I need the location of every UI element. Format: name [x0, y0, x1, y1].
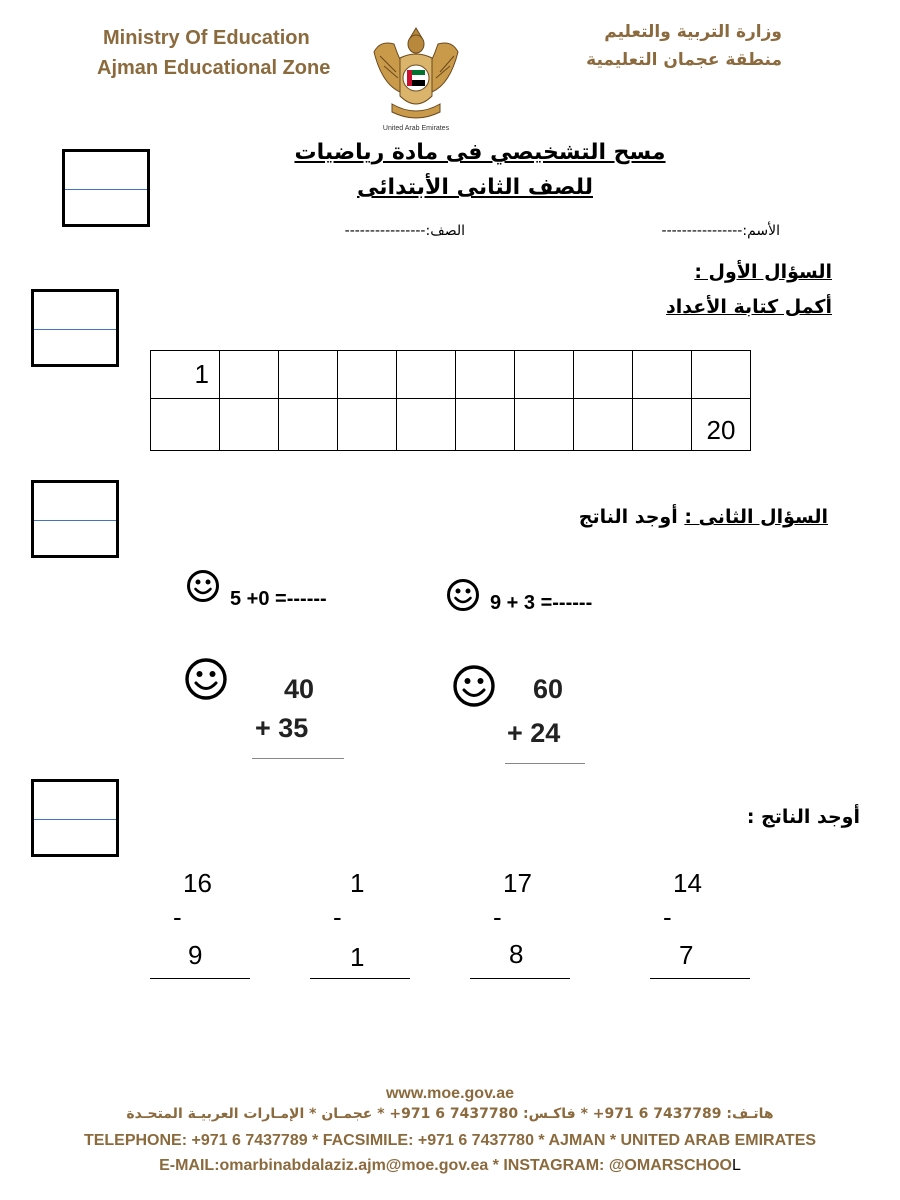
subtraction-top: 16: [183, 868, 212, 898]
subtraction-top: 14: [673, 868, 702, 898]
grid-cell[interactable]: [279, 351, 338, 399]
addition-1-rule: [252, 758, 344, 759]
subtraction-operator: -: [173, 902, 182, 932]
grid-cell[interactable]: [397, 351, 456, 399]
subtraction-bottom: 8: [509, 939, 524, 969]
subtraction-top: 17: [503, 868, 532, 898]
grid-cell[interactable]: [574, 399, 633, 451]
subtraction-bottom: 9: [188, 940, 203, 970]
class-field[interactable]: [345, 223, 465, 239]
addition-2-rule: [505, 763, 585, 764]
equation-2: 9 + 3 =------: [490, 592, 593, 614]
equation-1: 5 +0 =------: [230, 588, 327, 610]
class-blank: ----------------: [344, 223, 426, 239]
name-label: الأسم:: [742, 223, 780, 239]
ministry-name-en: Ministry Of Education: [103, 27, 310, 49]
grid-cell[interactable]: [633, 351, 692, 399]
emblem-caption: United Arab Emirates: [382, 125, 450, 132]
smiley-icon: [184, 657, 228, 701]
score-box-q2: [31, 480, 119, 558]
class-label: الصف:: [425, 223, 465, 239]
q2-heading-instruction: أوجد الناتج: [578, 506, 678, 528]
footer-contact-ar: هاتـف: 7437789 6 971+ * فاكـس: 7437780 6 971+ * عجمـان * الإمـارات العربيـة المتحـدة: [126, 1106, 774, 1122]
score-box-q3: [31, 779, 119, 857]
subtraction-bottom: 1: [350, 942, 365, 972]
answer-line: [650, 978, 750, 979]
grid-cell[interactable]: [515, 399, 574, 451]
title-line-2: للصف الثانى الأبتدائى: [357, 175, 593, 200]
answer-line: [310, 978, 410, 979]
q1-instruction: أكمل كتابة الأعداد: [666, 296, 832, 318]
smiley-icon: [186, 569, 220, 603]
grid-cell[interactable]: [279, 399, 338, 451]
answer-line: [470, 978, 570, 979]
q2-heading-label: السؤال الثانى :: [684, 506, 828, 528]
grid-cell[interactable]: 20: [692, 399, 751, 451]
q3-heading: أوجد الناتج :: [746, 806, 860, 828]
subtraction-operator: -: [663, 902, 672, 932]
grid-cell[interactable]: [220, 351, 279, 399]
grid-cell[interactable]: [456, 399, 515, 451]
subtraction-bottom: 7: [679, 940, 694, 970]
q1-heading: السؤال الأول :: [694, 261, 832, 283]
name-blank: ----------------: [661, 223, 743, 239]
zone-name-ar: منطقة عجمان التعليمية: [586, 50, 782, 70]
name-field[interactable]: [662, 223, 780, 239]
answer-line: [150, 978, 250, 979]
addition-2-top: 60: [533, 674, 564, 704]
score-box-total: [62, 149, 150, 227]
smiley-icon: [452, 664, 496, 708]
grid-cell[interactable]: [633, 399, 692, 451]
score-box-q1: [31, 289, 119, 367]
footer-contact-en: TELEPHONE: +971 6 7437789 * FACSIMILE: +971 6 7437780 * AJMAN * UNITED ARAB EMIRATES: [83, 1132, 817, 1149]
addition-1-bottom: + 35: [255, 713, 309, 743]
grid-cell[interactable]: [338, 351, 397, 399]
footer-website[interactable]: www.moe.gov.ae: [385, 1085, 515, 1102]
footer-email[interactable]: E-MAIL:omarbinabdalaziz.ajm@moe.gov.ea * INSTAGRAM: @OMARSCHOO: [159, 1157, 732, 1174]
grid-cell[interactable]: 1: [151, 351, 220, 399]
title-line-1: مسح التشخيصي فى مادة رياضيات: [294, 140, 666, 165]
footer-email-line: [0, 1157, 900, 1175]
grid-cell[interactable]: [151, 399, 220, 451]
ministry-name-ar: وزارة التربية والتعليم: [604, 22, 782, 42]
grid-cell[interactable]: [220, 399, 279, 451]
grid-cell[interactable]: [515, 351, 574, 399]
addition-2-bottom: + 24: [507, 718, 561, 748]
subtraction-operator: -: [333, 902, 342, 932]
footer-email-last-char: L: [731, 1157, 741, 1174]
smiley-icon: [446, 578, 480, 612]
subtraction-operator: -: [493, 902, 502, 932]
grid-cell[interactable]: [397, 399, 456, 451]
subtraction-top: 1: [350, 868, 365, 898]
zone-name-en: Ajman Educational Zone: [97, 57, 331, 79]
addition-1-top: 40: [284, 674, 315, 704]
q2-heading: [579, 506, 828, 528]
grid-row-1: [151, 351, 751, 399]
grid-cell[interactable]: [692, 351, 751, 399]
grid-row-2: [151, 399, 751, 451]
number-grid: [150, 350, 751, 451]
uae-emblem: [370, 22, 462, 136]
grid-cell[interactable]: [338, 399, 397, 451]
grid-cell[interactable]: [574, 351, 633, 399]
grid-cell[interactable]: [456, 351, 515, 399]
